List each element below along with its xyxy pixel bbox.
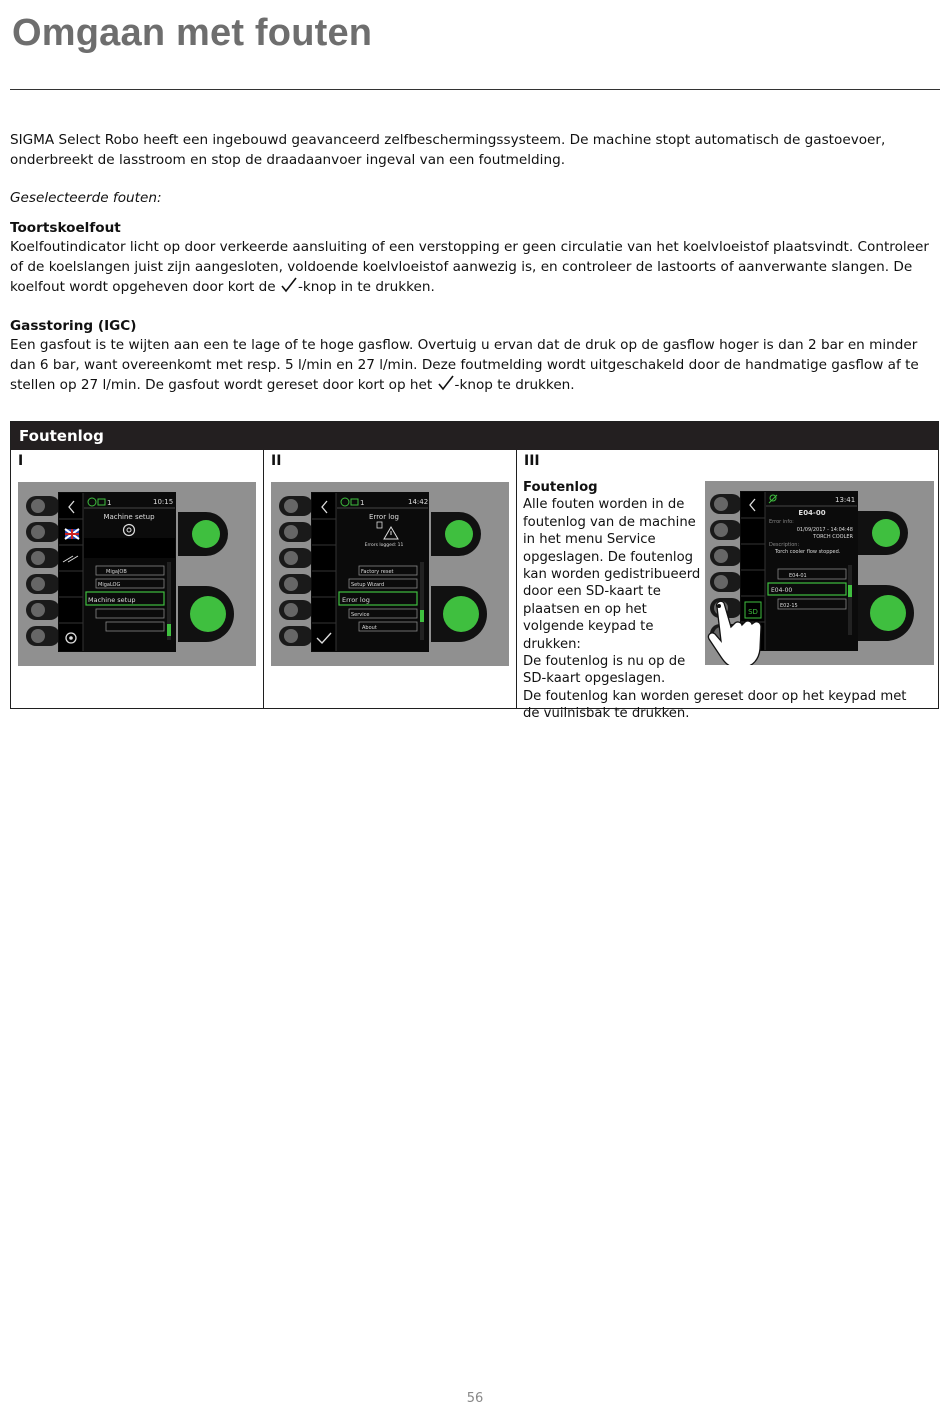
- column-2: [264, 450, 517, 708]
- gas-fault-heading: Gasstoring (IGC): [10, 317, 137, 334]
- column-label: II: [271, 453, 282, 469]
- torch-cooling-text: [10, 238, 935, 298]
- foutenlog-description: [523, 479, 923, 723]
- selected-errors-label: Geselecteerde fouten:: [10, 190, 162, 206]
- table-header: Foutenlog: [11, 422, 938, 450]
- error-description: Torch cooler flow stopped.: [775, 549, 841, 555]
- column-label: III: [524, 453, 540, 469]
- torch-cooling-heading: Toortskoelfout: [10, 219, 121, 236]
- screen-title: E04-00: [798, 509, 826, 517]
- screen-title: Error log: [369, 513, 399, 521]
- menu-item: Setup Wizard: [351, 582, 385, 588]
- error-log-table: [10, 421, 939, 722]
- error-list-item: E02-15: [780, 603, 798, 609]
- title-divider: [10, 89, 940, 90]
- screen-time: 10:15: [153, 498, 174, 506]
- body-content: [10, 131, 935, 415]
- gas-fault-text: [10, 336, 935, 396]
- menu-item: MigaJOB: [106, 569, 127, 575]
- foutenlog-text: Alle fouten worden in de foutenlog van de machine in het menu Service opgeslagen. De foutenlog kan worden gedistribueerd door een SD-kaart te plaatsen en op het volgende keypad te drukken:: [523, 497, 701, 652]
- intro-paragraph: SIGMA Select Robo heeft een ingebouwd geavanceerd zelfbeschermingssysteem. De machine stopt automatisch de gastoevoer, onderbreekt de lasstroom en stop de draadaanvoer ingeval van een foutmelding.: [10, 132, 886, 168]
- gas-fault-text-after: -knop te drukken.: [454, 377, 575, 393]
- page-number: 56: [466, 1391, 484, 1406]
- error-list-item: E04-01: [789, 573, 807, 579]
- page-title: Omgaan met fouten: [12, 12, 373, 54]
- column-3: [517, 450, 938, 722]
- screen-subtitle: Errors logged: 11: [364, 543, 404, 548]
- menu-item: Factory reset: [361, 569, 394, 575]
- menu-item-selected: Error log: [342, 596, 370, 604]
- torch-cooling-text-after: -knop in te drukken.: [297, 279, 435, 295]
- foutenlog-text-reset: De foutenlog kan worden gereset door op het keypad met de vuilnisbak te drukken.: [523, 688, 907, 722]
- sd-card-icon: SD: [748, 608, 758, 616]
- error-name: TORCH COOLER: [813, 534, 853, 540]
- screen-time: 14:42: [408, 498, 429, 506]
- foutenlog-text-saved: De foutenlog is nu op de SD-kaart opgeslagen.: [523, 654, 686, 687]
- gas-fault-text-before: Een gasfout is te wijten aan een te lage of te hoge gasflow. Overtuig u ervan dat de druk op de gasflow hoger is dan 2 bar en minder dan 6 bar, want overeenkomt met resp. 5 l/min en 27 l/min. Deze foutmelding wordt uitgeschakeld door de handmatige gasflow af te stellen op 27 l/min. De gasfout wordt gereset door kort op het: [10, 337, 919, 393]
- error-datetime: 01/09/2017 - 14:04:48: [796, 527, 853, 533]
- screen-counter: 1: [107, 499, 112, 507]
- checkmark-icon: [280, 277, 298, 293]
- menu-item: MigaLOG: [98, 582, 121, 588]
- machine-setup-screenshot: [18, 482, 256, 666]
- menu-item: About: [362, 625, 377, 631]
- foutenlog-heading: Foutenlog: [523, 480, 598, 495]
- screen-counter: 1: [360, 499, 365, 507]
- column-1: [11, 450, 264, 708]
- screen-time: 13:41: [835, 496, 856, 504]
- screen-title: Machine setup: [103, 513, 155, 521]
- description-label: Description:: [769, 542, 800, 548]
- error-info-label: Error info:: [769, 519, 794, 525]
- menu-item-selected: Machine setup: [88, 596, 136, 604]
- column-label: I: [18, 453, 24, 469]
- checkmark-icon: [437, 375, 455, 391]
- torch-cooling-section: [10, 219, 935, 298]
- error-log-screenshot: [271, 482, 509, 666]
- menu-item: Service: [351, 612, 370, 618]
- torch-cooling-text-before: Koelfoutindicator licht op door verkeerde aansluiting of een verstopping er geen circulatie van het koelvloeistof plaatsvindt. Controleer of de koelslangen juist zijn aangesloten, voldoende koelvloeistof aanwezig is, en controleer de lastoorts of aanverwante slangen. De koelfout wordt opgeheven door kort de: [10, 239, 929, 295]
- gas-fault-section: [10, 317, 935, 396]
- error-list-item-selected: E04-00: [771, 587, 793, 594]
